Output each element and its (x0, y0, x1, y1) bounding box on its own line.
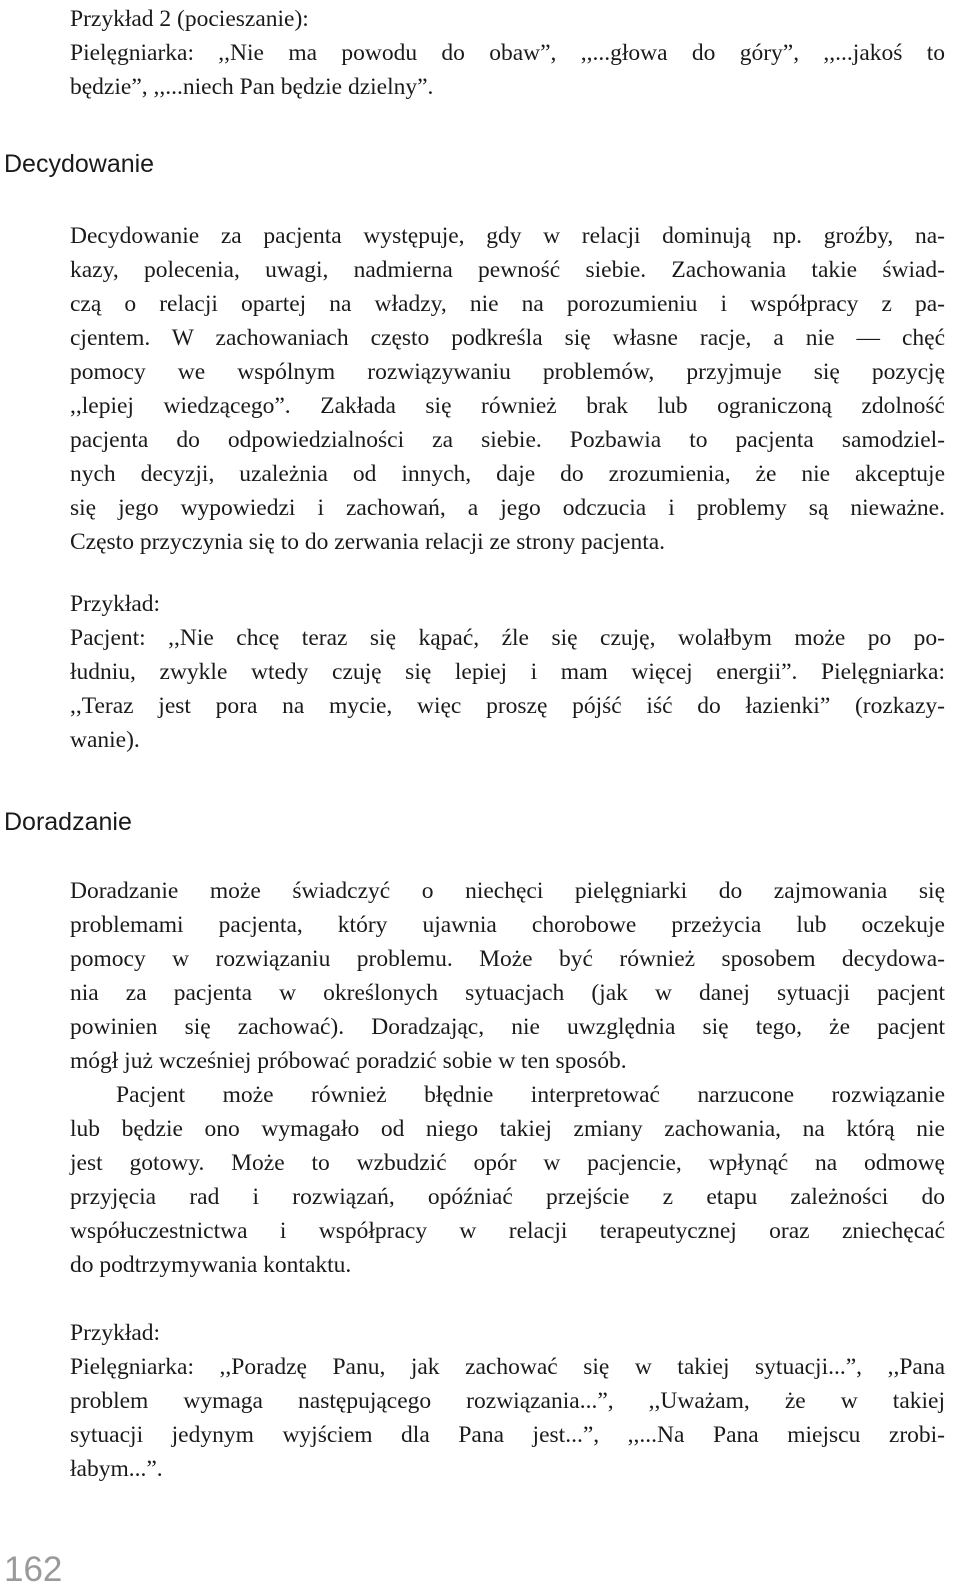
paragraph-line: pomocy we wspólnym rozwiązywaniu problemów, przyjmuje się pozycję (70, 359, 945, 385)
example-label: Przykład: (70, 591, 161, 617)
example-line: Pacjent: ,,Nie chcę teraz się kąpać, źle się czuję, wolałbym może po po- (70, 625, 945, 651)
paragraph-line: pomocy w rozwiązaniu problemu. Może być również sposobem decydowa- (70, 946, 945, 972)
section-heading-doradzanie: Doradzanie (4, 808, 132, 836)
paragraph-line: współuczestnictwa i współpracy w relacji terapeutycznej oraz zniechęcać (70, 1218, 945, 1244)
paragraph-line: nych decyzji, uzależnia od innych, daje do zrozumienia, że nie akceptuje (70, 461, 945, 487)
example-line: problem wymaga następującego rozwiązania...”, ,,Uważam, że w takiej (70, 1388, 945, 1414)
example-line: będzie”, ,,...niech Pan będzie dzielny”. (70, 74, 434, 100)
paragraph-line: do podtrzymywania kontaktu. (70, 1252, 352, 1278)
paragraph-line: cjentem. W zachowaniach często podkreśla się własne racje, a nie — chęć (70, 325, 945, 351)
paragraph-line: się jego wypowiedzi i zachowań, a jego odczucia i problemy są nieważne. (70, 495, 945, 521)
paragraph-line: nia za pacjenta w określonych sytuacjach (jak w danej sytuacji pacjent (70, 980, 945, 1006)
example-label: Przykład: (70, 1320, 161, 1346)
page-number: 162 (4, 1550, 63, 1589)
paragraph-line: Doradzanie może świadczyć o niechęci pielęgniarki do zajmowania się (70, 878, 945, 904)
section-heading-decydowanie: Decydowanie (4, 150, 155, 178)
example-line: Pielęgniarka: ,,Poradzę Panu, jak zachować się w takiej sytuacji...”, ,,Pana (70, 1354, 945, 1380)
paragraph-line: mógł już wcześniej próbować poradzić sobie w ten sposób. (70, 1048, 627, 1074)
paragraph-line: Często przyczynia się to do zerwania relacji ze strony pacjenta. (70, 529, 666, 555)
paragraph-decydowanie (70, 219, 945, 559)
paragraph-line: przyjęcia rad i rozwiązań, opóźniać przejście z etapu zależności do (70, 1184, 945, 1210)
paragraph-line: powinien się zachować). Doradzając, nie uwzględnia się tego, że pacjent (70, 1014, 945, 1040)
example-pocieszanie (70, 2, 945, 104)
paragraph-line: Pacjent może również błędnie interpretować narzucone rozwiązanie (116, 1082, 945, 1108)
paragraph-line: pacjenta do odpowiedzialności za siebie. Pozbawia to pacjenta samodziel- (70, 427, 945, 453)
example-line: ,,Teraz jest pora na mycie, więc proszę pójść iść do łazienki” (rozkazy- (70, 693, 945, 719)
example-line: łabym...”. (70, 1456, 163, 1482)
paragraph-line: problemami pacjenta, który ujawnia chorobowe przeżycia lub oczekuje (70, 912, 945, 938)
example-line: sytuacji jedynym wyjściem dla Pana jest...”, ,,...Na Pana miejscu zrobi- (70, 1422, 945, 1448)
example-line: łudniu, zwykle wtedy czuję się lepiej i mam więcej energii”. Pielęgniarka: (70, 659, 945, 685)
example-label: Przykład 2 (pocieszanie): (70, 6, 309, 32)
paragraph-line: lub będzie ono wymagało od niego takiej zmiany zachowania, na którą nie (70, 1116, 945, 1142)
paragraph-doradzanie-2 (70, 1078, 945, 1282)
paragraph-line: jest gotowy. Może to wzbudzić opór w pacjencie, wpłynąć na odmowę (70, 1150, 945, 1176)
example-doradzanie (70, 1316, 945, 1486)
paragraph-line: Decydowanie za pacjenta występuje, gdy w relacji dominują np. groźby, na- (70, 223, 945, 249)
example-decydowanie (70, 587, 945, 757)
paragraph-line: ,,lepiej wiedzącego”. Zakłada się również brak lub ograniczoną zdolność (70, 393, 945, 419)
paragraph-line: czą o relacji opartej na władzy, nie na porozumieniu i współpracy z pa- (70, 291, 945, 317)
paragraph-doradzanie-1 (70, 874, 945, 1078)
paragraph-line: kazy, polecenia, uwagi, nadmierna pewność siebie. Zachowania takie świad- (70, 257, 945, 283)
example-line: Pielęgniarka: ,,Nie ma powodu do obaw”, ,,...głowa do góry”, ,,...jakoś to (70, 40, 945, 66)
example-line: wanie). (70, 727, 140, 753)
